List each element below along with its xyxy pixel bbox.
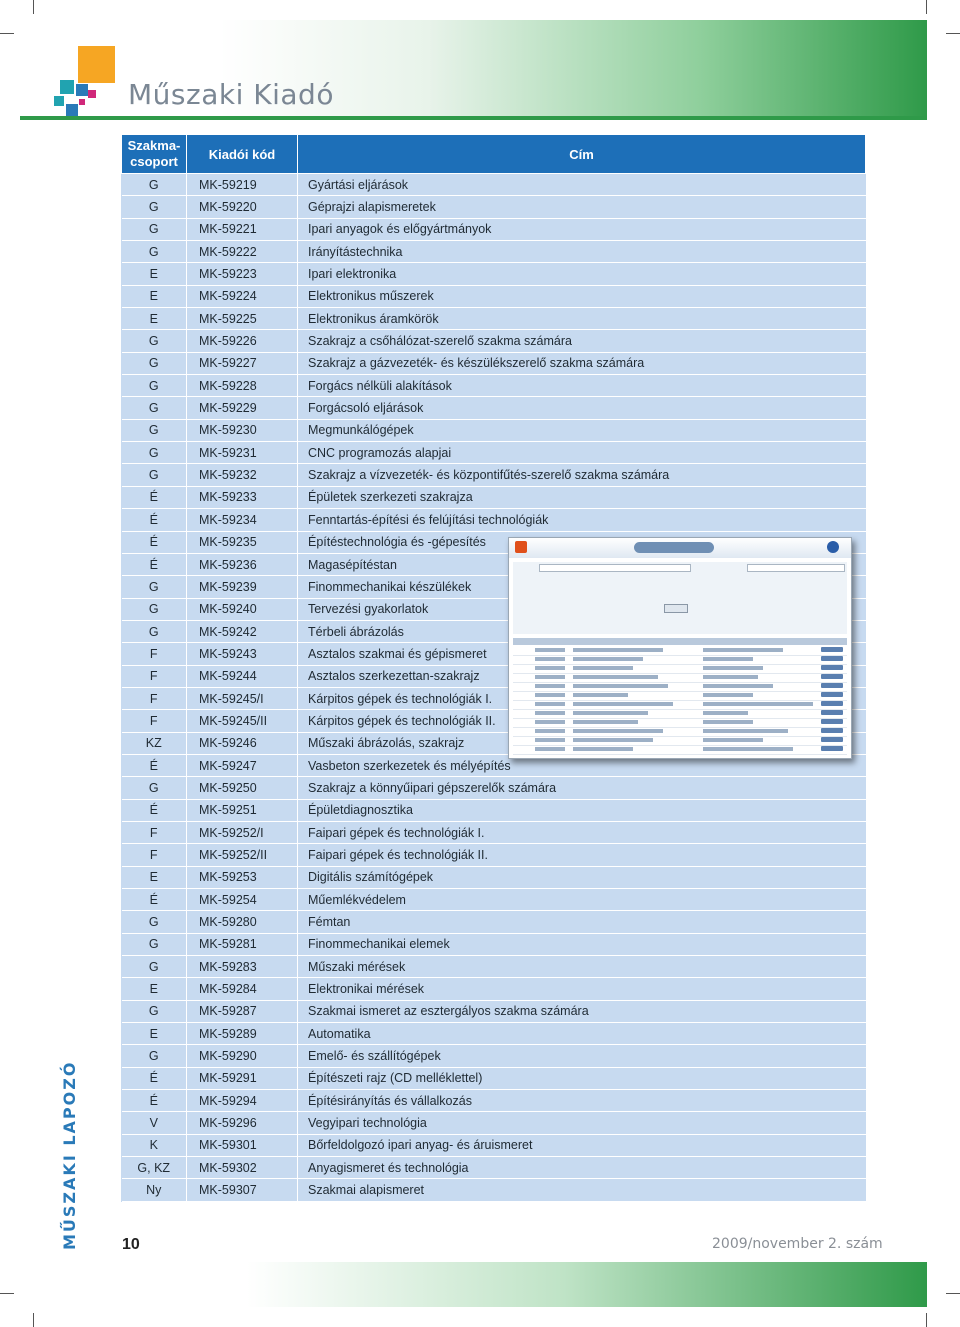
cell-group: G, KZ	[122, 1157, 187, 1179]
page-number: 10	[122, 1236, 140, 1253]
column-header-code: Kiadói kód	[187, 135, 298, 174]
table-row	[122, 1000, 866, 1022]
cell-code: MK-59296	[187, 1112, 298, 1134]
table-row	[122, 241, 866, 263]
cell-group: E	[122, 308, 187, 330]
cell-code: MK-59225	[187, 308, 298, 330]
cell-group: G	[122, 397, 187, 419]
table-header-row	[122, 135, 866, 174]
cell-title: Faipari gépek és technológiák I.	[298, 821, 866, 843]
crop-mark	[946, 1293, 960, 1294]
home-icon	[515, 541, 527, 553]
table-row	[122, 375, 866, 397]
cell-group: E	[122, 1023, 187, 1045]
cell-code: MK-59281	[187, 933, 298, 955]
cell-title: Műszaki ábrázolás, szakrajz	[298, 732, 866, 754]
cell-group: V	[122, 1112, 187, 1134]
cell-code: MK-59242	[187, 620, 298, 642]
cell-group: É	[122, 486, 187, 508]
cell-code: MK-59289	[187, 1023, 298, 1045]
table-row	[122, 1112, 866, 1134]
cell-code: MK-59252/I	[187, 821, 298, 843]
cell-group: E	[122, 978, 187, 1000]
cell-code: MK-59291	[187, 1067, 298, 1089]
table-row	[122, 509, 866, 531]
table-row	[122, 821, 866, 843]
cell-code: MK-59227	[187, 352, 298, 374]
cell-group: G	[122, 419, 187, 441]
cell-title: Forgácsoló eljárások	[298, 397, 866, 419]
table-row	[122, 397, 866, 419]
page-title: Műszaki Kiadó	[128, 78, 334, 111]
screenshot-header	[509, 538, 851, 558]
cell-code: MK-59250	[187, 777, 298, 799]
cell-title: Műszaki mérések	[298, 956, 866, 978]
cell-group: É	[122, 1067, 187, 1089]
cell-group: É	[122, 531, 187, 553]
cell-code: MK-59228	[187, 375, 298, 397]
cell-group: G	[122, 956, 187, 978]
cell-code: MK-59253	[187, 866, 298, 888]
cell-code: MK-59246	[187, 732, 298, 754]
issue-label: 2009/november 2. szám	[712, 1236, 883, 1252]
table-row	[122, 263, 866, 285]
table-row	[122, 442, 866, 464]
cell-code: MK-59302	[187, 1157, 298, 1179]
cell-title: CNC programozás alapjai	[298, 442, 866, 464]
cell-code: MK-59247	[187, 754, 298, 776]
cell-group: G	[122, 196, 187, 218]
cell-group: É	[122, 509, 187, 531]
crop-mark	[926, 1313, 927, 1327]
cell-code: MK-59287	[187, 1000, 298, 1022]
cell-title: Ipari elektronika	[298, 263, 866, 285]
footer-band	[20, 1262, 927, 1307]
cell-code: MK-59220	[187, 196, 298, 218]
table-row	[122, 1090, 866, 1112]
cell-group: É	[122, 889, 187, 911]
cell-title: Szakrajz a gázvezeték- és készülékszerelő szakma számára	[298, 352, 866, 374]
cell-title: Építészeti rajz (CD melléklettel)	[298, 1067, 866, 1089]
cell-group: E	[122, 263, 187, 285]
cell-group: G	[122, 1000, 187, 1022]
cell-code: MK-59280	[187, 911, 298, 933]
cell-title: Megmunkálógépek	[298, 419, 866, 441]
cell-group: G	[122, 241, 187, 263]
cell-group: G	[122, 330, 187, 352]
table-row	[122, 464, 866, 486]
cell-group: É	[122, 553, 187, 575]
cell-title: Anyagismeret és technológia	[298, 1157, 866, 1179]
cell-group: G	[122, 464, 187, 486]
cell-title: Elektronikus műszerek	[298, 285, 866, 307]
table-row	[122, 352, 866, 374]
cell-code: MK-59235	[187, 531, 298, 553]
cell-title: Automatika	[298, 1023, 866, 1045]
cell-code: MK-59236	[187, 553, 298, 575]
table-row	[122, 911, 866, 933]
cell-title: Finommechanikai elemek	[298, 933, 866, 955]
cell-title: Gyártási eljárások	[298, 174, 866, 196]
cell-group: KZ	[122, 732, 187, 754]
cell-title: Térbeli ábrázolás	[298, 620, 866, 642]
cell-code: MK-59294	[187, 1090, 298, 1112]
cell-code: MK-59222	[187, 241, 298, 263]
table-row	[122, 486, 866, 508]
screenshot-results-header	[513, 638, 847, 645]
table-row	[122, 799, 866, 821]
table-row	[122, 196, 866, 218]
table-row	[122, 308, 866, 330]
table-row	[122, 1157, 866, 1179]
cell-group: É	[122, 1090, 187, 1112]
cell-group: K	[122, 1134, 187, 1156]
cell-group: G	[122, 598, 187, 620]
cell-title: Szakmai ismeret az esztergályos szakma számára	[298, 1000, 866, 1022]
cell-title: Fenntartás-építési és felújítási technológiák	[298, 509, 866, 531]
cell-title: Tervezési gyakorlatok	[298, 598, 866, 620]
table-row	[122, 956, 866, 978]
table-row	[122, 777, 866, 799]
cell-group: G	[122, 576, 187, 598]
cell-code: MK-59223	[187, 263, 298, 285]
crop-mark	[0, 1293, 14, 1294]
cell-group: F	[122, 643, 187, 665]
cell-title: Műemlékvédelem	[298, 889, 866, 911]
cell-group: F	[122, 844, 187, 866]
cell-code: MK-59233	[187, 486, 298, 508]
cell-code: MK-59283	[187, 956, 298, 978]
cell-title: Asztalos szakmai és gépismeret	[298, 643, 866, 665]
cell-group: F	[122, 665, 187, 687]
cell-code: MK-59239	[187, 576, 298, 598]
table-row	[122, 1045, 866, 1067]
cell-group: F	[122, 710, 187, 732]
cell-title: Asztalos szerkezettan-szakrajz	[298, 665, 866, 687]
column-header-group-text: Szakma- csoport	[127, 138, 181, 169]
cell-code: MK-59301	[187, 1134, 298, 1156]
cell-title: Magasépítéstan	[298, 553, 866, 575]
table-row	[122, 419, 866, 441]
cell-code: MK-59219	[187, 174, 298, 196]
cell-code: MK-59245/II	[187, 710, 298, 732]
table-row	[122, 1179, 866, 1201]
cell-group: É	[122, 754, 187, 776]
cell-code: MK-59229	[187, 397, 298, 419]
table-row	[122, 330, 866, 352]
cell-code: MK-59226	[187, 330, 298, 352]
screenshot-group-field	[747, 564, 845, 572]
section-label: MŰSZAKI LAPOZÓ	[60, 1060, 79, 1250]
cell-code: MK-59234	[187, 509, 298, 531]
cell-title: Szakrajz a könnyűipari gépszerelők számára	[298, 777, 866, 799]
cell-group: E	[122, 285, 187, 307]
cell-code: MK-59240	[187, 598, 298, 620]
crop-mark	[926, 0, 927, 14]
column-header-group	[122, 135, 187, 174]
cell-code: MK-59284	[187, 978, 298, 1000]
crop-mark	[33, 0, 34, 14]
cell-code: MK-59243	[187, 643, 298, 665]
cell-code: MK-59254	[187, 889, 298, 911]
crop-mark	[33, 1313, 34, 1327]
cell-title: Kárpitos gépek és technológiák II.	[298, 710, 866, 732]
cell-code: MK-59252/II	[187, 844, 298, 866]
table-row	[122, 1134, 866, 1156]
cell-title: Ipari anyagok és előgyártmányok	[298, 218, 866, 240]
cell-title: Kárpitos gépek és technológiák I.	[298, 687, 866, 709]
table-row	[122, 1067, 866, 1089]
cell-title: Épületdiagnosztika	[298, 799, 866, 821]
cell-title: Elektronikai mérések	[298, 978, 866, 1000]
cell-group: G	[122, 911, 187, 933]
cell-group: F	[122, 687, 187, 709]
screenshot-form	[513, 562, 847, 634]
cell-group: G	[122, 933, 187, 955]
table-row	[122, 889, 866, 911]
cell-title: Építésirányítás és vállalkozás	[298, 1090, 866, 1112]
screenshot-search-field	[539, 564, 691, 572]
cell-code: MK-59290	[187, 1045, 298, 1067]
table-row	[122, 1023, 866, 1045]
cell-code: MK-59245/I	[187, 687, 298, 709]
cell-group: G	[122, 1045, 187, 1067]
cell-group: É	[122, 799, 187, 821]
table-row	[122, 285, 866, 307]
cell-title: Digitális számítógépek	[298, 866, 866, 888]
crop-mark	[946, 33, 960, 34]
cell-title: Szakmai alapismeret	[298, 1179, 866, 1201]
screenshot-title-bar	[634, 542, 714, 553]
cell-title: Finommechanikai készülékek	[298, 576, 866, 598]
screenshot-search-button	[664, 604, 688, 613]
cell-group: G	[122, 777, 187, 799]
cell-title: Géprajzi alapismeretek	[298, 196, 866, 218]
table-row	[122, 218, 866, 240]
table-row	[122, 174, 866, 196]
cell-title: Bőrfeldolgozó ipari anyag- és áruismeret	[298, 1134, 866, 1156]
cell-title: Forgács nélküli alakítások	[298, 375, 866, 397]
crop-mark	[0, 33, 14, 34]
cell-code: MK-59230	[187, 419, 298, 441]
cell-title: Irányítástechnika	[298, 241, 866, 263]
cell-title: Szakrajz a csőhálózat-szerelő szakma számára	[298, 330, 866, 352]
table-row	[122, 866, 866, 888]
help-icon	[827, 541, 839, 553]
cell-code: MK-59231	[187, 442, 298, 464]
cell-group: E	[122, 866, 187, 888]
cell-code: MK-59251	[187, 799, 298, 821]
cell-group: G	[122, 442, 187, 464]
cell-code: MK-59307	[187, 1179, 298, 1201]
cell-code: MK-59224	[187, 285, 298, 307]
cell-title: Elektronikus áramkörök	[298, 308, 866, 330]
cell-code: MK-59232	[187, 464, 298, 486]
cell-title: Építéstechnológia és -gépesítés	[298, 531, 866, 553]
catalog-screenshot	[508, 537, 852, 759]
cell-title: Fémtan	[298, 911, 866, 933]
cell-title: Szakrajz a vízvezeték- és központifűtés-szerelő szakma számára	[298, 464, 866, 486]
header-band-line	[20, 116, 927, 120]
table-row	[122, 933, 866, 955]
cell-title: Vasbeton szerkezetek és mélyépítés	[298, 754, 866, 776]
cell-group: G	[122, 375, 187, 397]
cell-group: Ny	[122, 1179, 187, 1201]
cell-title: Emelő- és szállítógépek	[298, 1045, 866, 1067]
table-row	[122, 844, 866, 866]
cell-group: G	[122, 174, 187, 196]
cell-title: Épületek szerkezeti szakrajza	[298, 486, 866, 508]
cell-title: Vegyipari technológia	[298, 1112, 866, 1134]
cell-group: G	[122, 352, 187, 374]
cell-code: MK-59221	[187, 218, 298, 240]
column-header-title: Cím	[298, 135, 866, 174]
cell-group: F	[122, 821, 187, 843]
table-row	[122, 978, 866, 1000]
cell-code: MK-59244	[187, 665, 298, 687]
cell-group: G	[122, 620, 187, 642]
cell-title: Faipari gépek és technológiák II.	[298, 844, 866, 866]
cell-group: G	[122, 218, 187, 240]
